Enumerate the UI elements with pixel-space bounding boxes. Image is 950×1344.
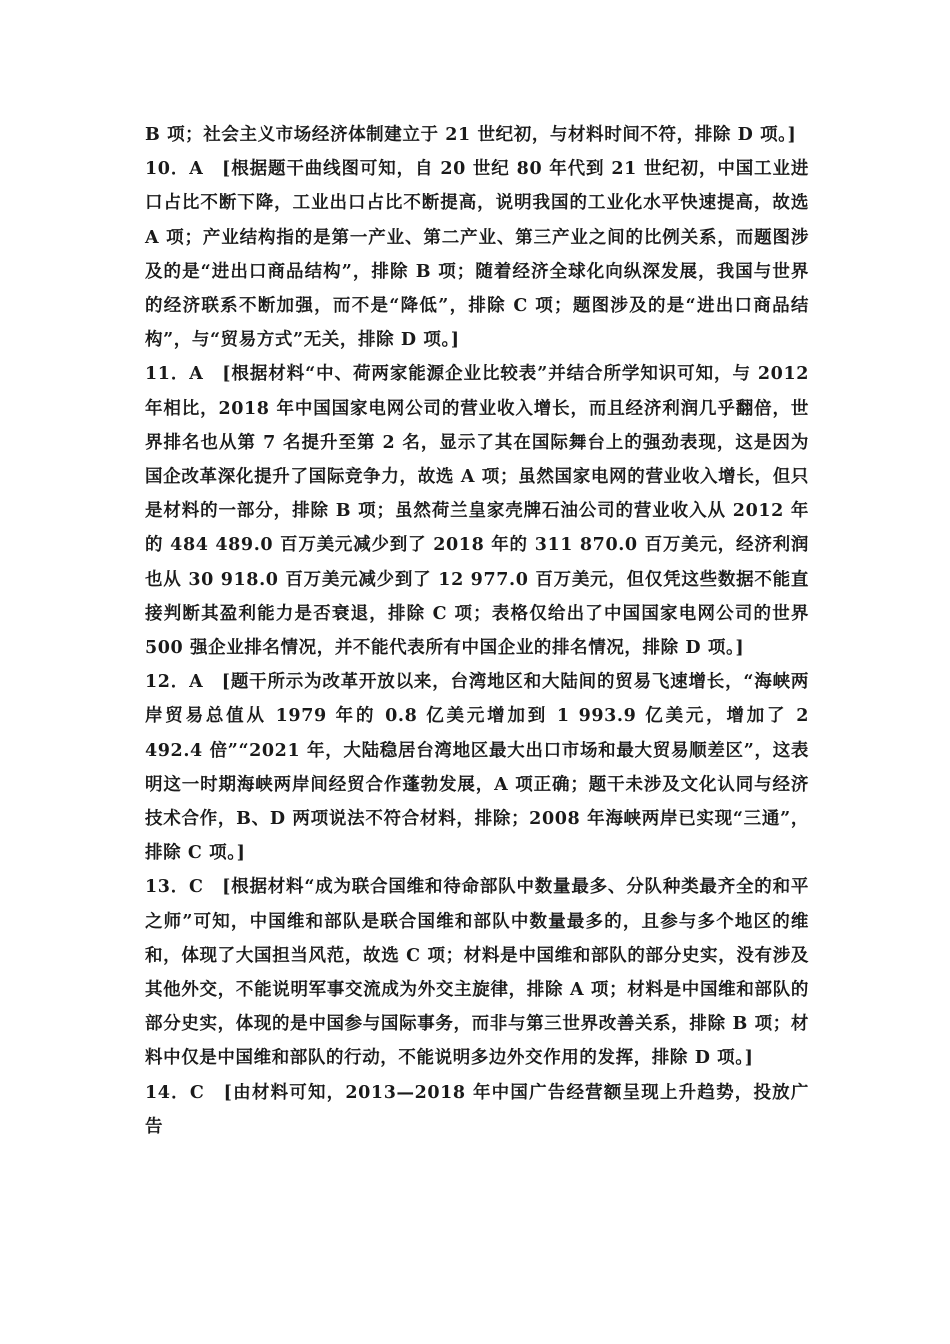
- answer-item-10: 10．A [根据题干曲线图可知，自 20 世纪 80 年代到 21 世纪初，中国工业进口占比不断下降，工业出口占比不断提高，说明我国的工业化水平快速提高，故选 A 项；产业结构指的是第一产业、第二产业、第三产业之间的比例关系，而题图涉及的是“进出口商品结构”，排除 B 项；随着经济全球化向纵深发展，我国与世界的经济联系不断加强，而不是“降低”，排除 C 项；题图涉及的是“进出口商品结构”，与“贸易方式”无关，排除 D 项。]: [145, 159, 809, 351]
- answer-continuation: B 项；社会主义市场经济体制建立于 21 世纪初，与材料时间不符，排除 D 项。]: [145, 125, 797, 145]
- answer-item-12: 12．A [题干所示为改革开放以来，台湾地区和大陆间的贸易飞速增长，“海峡两岸贸易总值从 1979 年的 0.8 亿美元增加到 1 993.9 亿美元，增加了 2 492.4 倍”“2021 年，大陆稳居台湾地区最大出口市场和最大贸易顺差区”，这表明这一时期海峡两岸间经贸合作蓬勃发展，A 项正确；题干未涉及文化认同与经济技术合作，B、D 两项说法不符合材料，排除；2008 年海峡两岸已实现“三通”，排除 C 项。]: [145, 672, 809, 864]
- answer-item-14: 14．C [由材料可知，2013—2018 年中国广告经营额呈现上升趋势，投放广告: [145, 1082, 809, 1137]
- answer-explanations: [145, 118, 809, 1144]
- answer-item-13: 13．C [根据材料“成为联合国维和待命部队中数量最多、分队种类最齐全的和平之师”可知，中国维和部队是联合国维和部队中数量最多的，且参与多个地区的维和，体现了大国担当风范，故选 C 项；材料是中国维和部队的部分史实，没有涉及其他外交，不能说明军事交流成为外交主旋律，排除 A 项；材料是中国维和部队的部分史实，体现的是中国参与国际事务，而非与第三世界改善关系，排除 B 项；材料中仅是中国维和部队的行动，不能说明多边外交作用的发挥，排除 D 项。]: [145, 877, 809, 1069]
- answer-item-11: 11．A [根据材料“中、荷两家能源企业比较表”并结合所学知识可知，与 2012 年相比，2018 年中国国家电网公司的营业收入增长，而且经济利润几乎翻倍，世界排名也从第 7 名提升至第 2 名，显示了其在国际舞台上的强劲表现，这是因为国企改革深化提升了国际竞争力，故选 A 项；虽然国家电网的营业收入增长，但只是材料的一部分，排除 B 项；虽然荷兰皇家壳牌石油公司的营业收入从 2012 年的 484 489.0 百万美元减少到了 2018 年的 311 870.0 百万美元，经济利润也从 30 918.0 百万美元减少到了 12 977.0 百万美元，但仅凭这些数据不能直接判断其盈利能力是否衰退，排除 C 项；表格仅给出了中国国家电网公司的世界 500 强企业排名情况，并不能代表所有中国企业的排名情况，排除 D 项。]: [145, 364, 809, 659]
